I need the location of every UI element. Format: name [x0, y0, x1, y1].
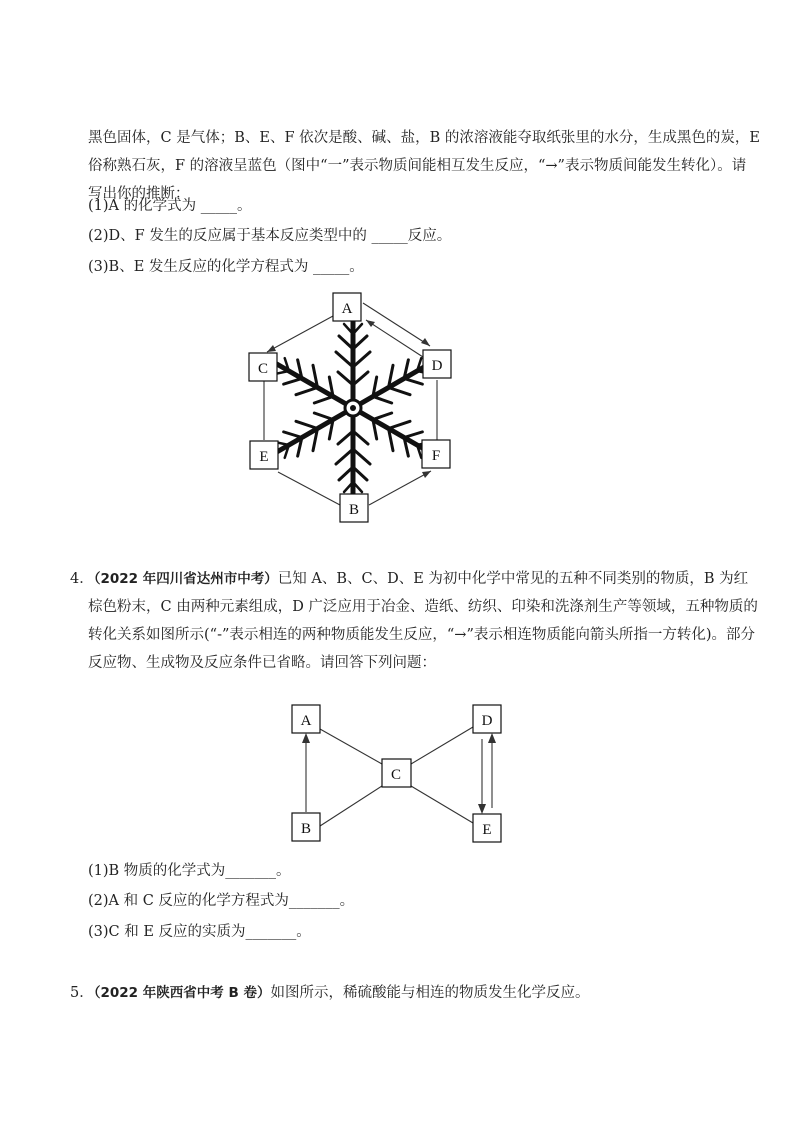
q5-text-line-1 — [70, 983, 589, 1003]
arrow-head-to-f — [422, 471, 431, 478]
node-a — [333, 293, 361, 321]
q3-subquestion-2: (2)D、F 发生的反应属于基本反应类型中的 _____反应。 — [88, 228, 452, 244]
q4-text-line-3: 转化关系如图所示(“-”表示相连的两种物质能发生反应，“→”表示相连物质能向箭头所指一方转化)。部分 — [88, 627, 756, 643]
node-a — [292, 705, 320, 733]
arrow-head-to-a — [366, 320, 375, 327]
node-d-label: D — [431, 358, 443, 374]
node-e — [473, 814, 501, 842]
q4-number: 4． — [70, 571, 94, 587]
node-a-label: A — [300, 713, 312, 729]
edge-c-d — [411, 727, 473, 764]
q4-text-line-1-rest: 已知 A、B、C、D、E 为初中化学中常见的五种不同类别的物质，B 为红 — [277, 571, 749, 587]
node-d — [473, 705, 501, 733]
q3-text-line-1: 黑色固体，C 是气体；B、E、F 依次是酸、碱、盐，B 的浓溶液能夺取纸张里的水分，生成黑色的炭，E — [88, 130, 760, 146]
node-b — [340, 494, 368, 522]
q4-text-line-4: 反应物、生成物及反应条件已省略。请回答下列问题： — [88, 655, 436, 671]
node-f-label: F — [431, 448, 441, 464]
node-b — [292, 813, 320, 841]
snowflake-image — [268, 320, 437, 496]
node-e-label: E — [482, 822, 492, 838]
node-a-label: A — [341, 301, 353, 317]
edge-e-b — [278, 472, 340, 505]
arrow-head-to-e — [478, 804, 486, 814]
q4-subquestion-2: (2)A 和 C 反应的化学方程式为_______。 — [88, 893, 355, 909]
q4-subquestion-1: (1)B 物质的化学式为_______。 — [88, 863, 291, 879]
arrow-head-to-d — [488, 733, 496, 743]
edge-c-e — [411, 786, 473, 823]
node-d — [423, 350, 451, 378]
q4-bowtie-diagram — [292, 705, 501, 842]
arrow-head-to-d — [421, 338, 430, 346]
node-d-label: D — [481, 713, 493, 729]
q3-subquestion-1: (1)A 的化学式为 _____。 — [88, 198, 252, 214]
node-e — [250, 441, 278, 469]
node-c — [382, 759, 411, 787]
node-b-label: B — [348, 502, 360, 518]
q4-source: （2022 年四川省达州市中考） — [93, 571, 278, 587]
edge-d-a — [366, 320, 423, 357]
node-f — [422, 440, 450, 468]
edge-b-c — [320, 786, 382, 826]
edge-a-c — [320, 729, 382, 764]
node-c-label: C — [257, 361, 269, 377]
q5-text-line-1-rest: 如图所示，稀硫酸能与相连的物质发生化学反应。 — [270, 985, 590, 1001]
q3-subquestion-3: (3)B、E 发生反应的化学方程式为 _____。 — [88, 259, 364, 275]
q4-subquestion-3: (3)C 和 E 反应的实质为_______。 — [88, 924, 311, 940]
edge-b-f — [369, 471, 431, 505]
arrow-head-to-a — [302, 733, 310, 743]
q3-text-line-2: 俗称熟石灰，F 的溶液呈蓝色（图中“一”表示物质间能相互发生反应，“→”表示物质间能发生转化）。请 — [88, 158, 747, 174]
edge-a-c — [267, 316, 333, 352]
q3-text-line-3: 写出你的推断： — [88, 186, 190, 202]
node-c — [249, 353, 277, 381]
node-c-label: C — [390, 767, 402, 783]
node-e-label: E — [259, 449, 269, 465]
q5-source: （2022 年陕西省中考 B 卷） — [93, 985, 271, 1001]
q4-text-line-2: 棕色粉末，C 由两种元素组成，D 广泛应用于冶金、造纸、纺织、印染和洗涤剂生产等领域，五种物质的 — [88, 599, 758, 615]
q4-text-line-1 — [70, 569, 748, 589]
node-b-label: B — [300, 821, 312, 837]
q5-number: 5． — [70, 985, 94, 1001]
arrow-head-to-c — [267, 345, 276, 352]
